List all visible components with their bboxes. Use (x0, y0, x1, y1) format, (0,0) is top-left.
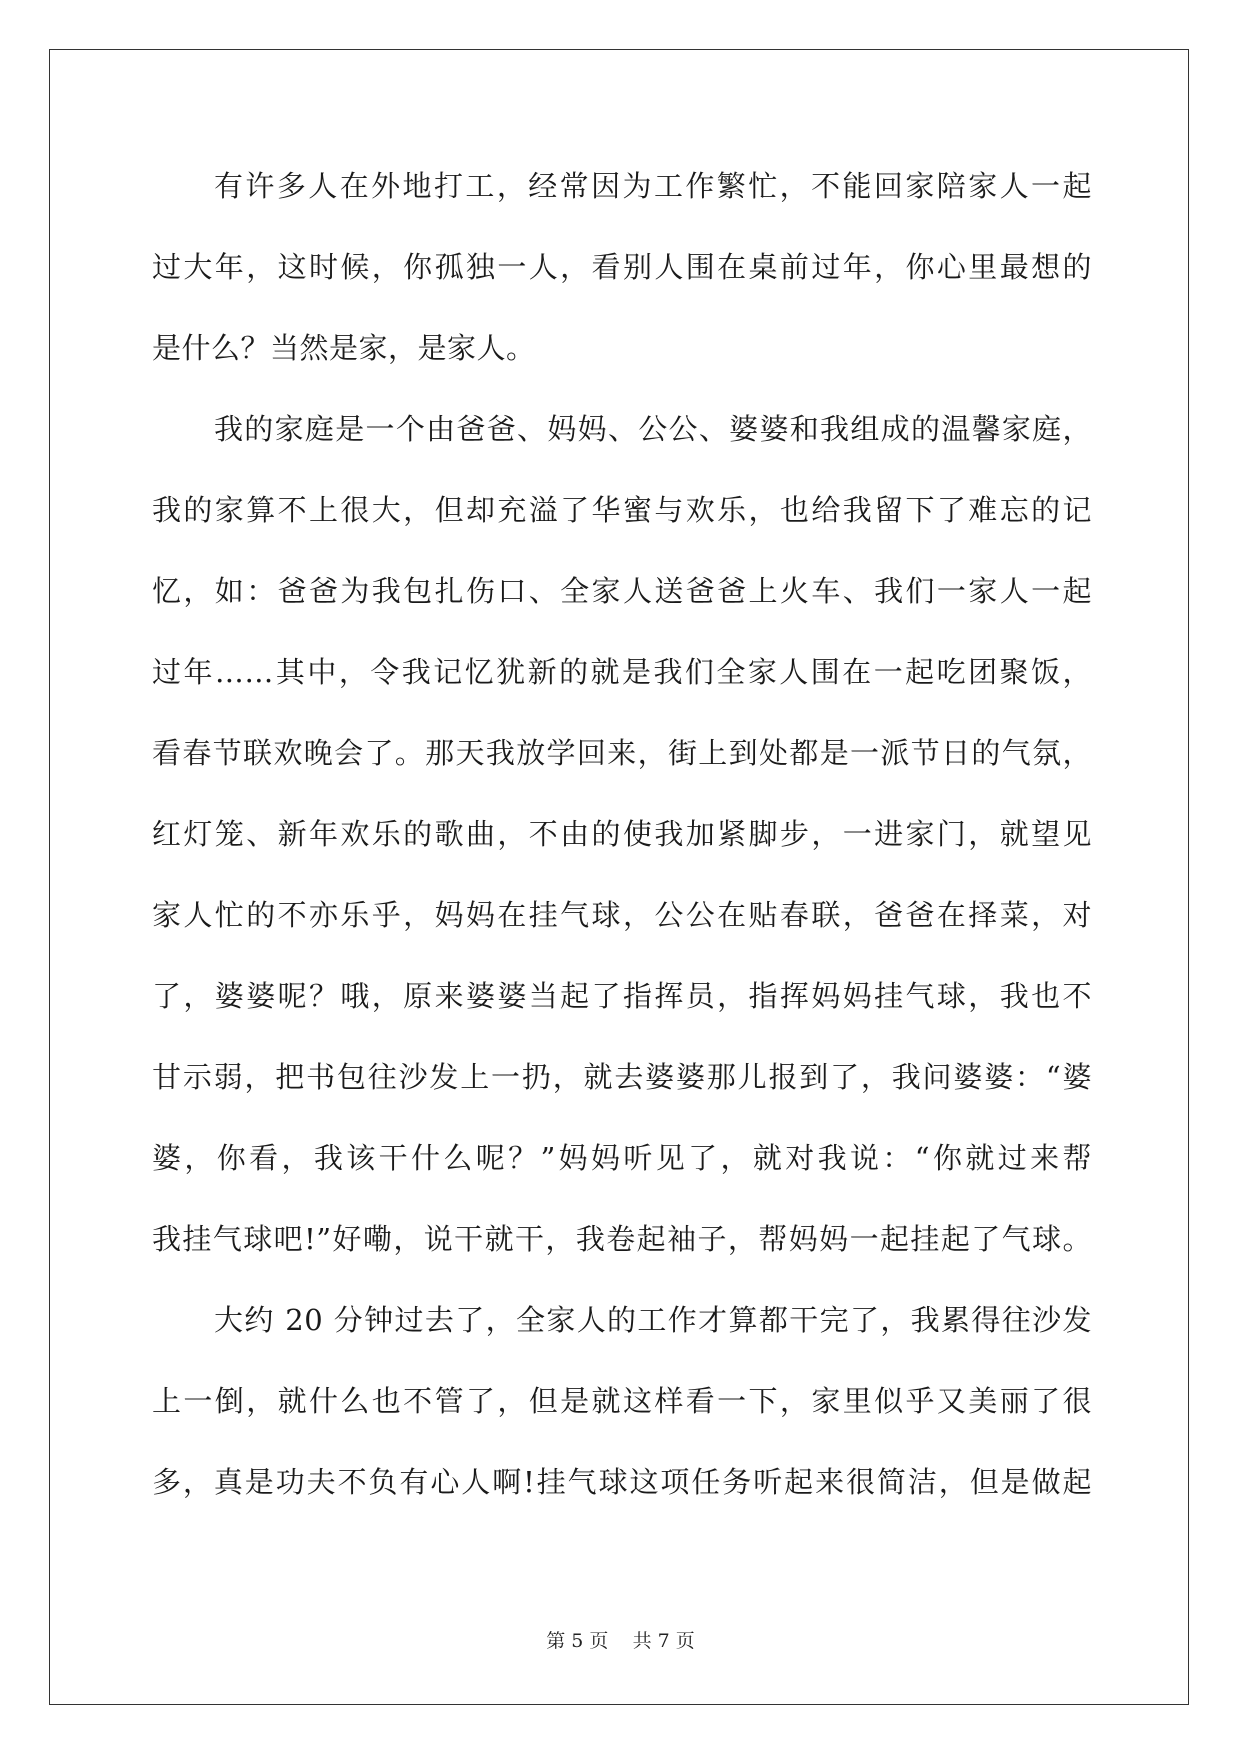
text-line: 甘示弱，把书包往沙发上一扔，就去婆婆那儿报到了，我问婆婆：“婆 (152, 1060, 1092, 1094)
document-body (152, 165, 1092, 1542)
text-line: 我挂气球吧!”好嘞，说干就干，我卷起袖子，帮妈妈一起挂起了气球。 (152, 1222, 1092, 1256)
text-line: 有许多人在外地打工，经常因为工作繁忙，不能回家陪家人一起 (214, 169, 1092, 203)
text-line: 过年……其中，令我记忆犹新的就是我们全家人围在一起吃团聚饭， (152, 655, 1092, 689)
text-line: 多，真是功夫不负有心人啊!挂气球这项任务听起来很简洁，但是做起 (152, 1465, 1092, 1499)
page-number-footer: 第 5 页 共 7 页 (546, 1630, 695, 1652)
text-line: 看春节联欢晚会了。那天我放学回来，街上到处都是一派节日的气氛， (152, 736, 1092, 770)
text-line: 忆，如：爸爸为我包扎伤口、全家人送爸爸上火车、我们一家人一起 (152, 574, 1092, 608)
text-line: 我的家庭是一个由爸爸、妈妈、公公、婆婆和我组成的温馨家庭， (214, 412, 1092, 446)
text-line: 红灯笼、新年欢乐的歌曲，不由的使我加紧脚步，一进家门，就望见 (152, 817, 1092, 851)
text-line: 家人忙的不亦乐乎，妈妈在挂气球，公公在贴春联，爸爸在择菜，对 (152, 898, 1092, 932)
text-line: 上一倒，就什么也不管了，但是就这样看一下，家里似乎又美丽了很 (152, 1384, 1092, 1418)
text-line: 了，婆婆呢？哦，原来婆婆当起了指挥员，指挥妈妈挂气球，我也不 (152, 979, 1092, 1013)
text-line: 大约 20 分钟过去了，全家人的工作才算都干完了，我累得往沙发 (214, 1303, 1092, 1337)
text-line: 是什么？当然是家，是家人。 (152, 331, 536, 365)
text-line: 过大年，这时候，你孤独一人，看别人围在桌前过年，你心里最想的 (152, 250, 1092, 284)
text-line: 我的家算不上很大，但却充溢了华蜜与欢乐，也给我留下了难忘的记 (152, 493, 1092, 527)
text-line: 婆，你看，我该干什么呢？”妈妈听见了，就对我说：“你就过来帮 (152, 1141, 1092, 1175)
